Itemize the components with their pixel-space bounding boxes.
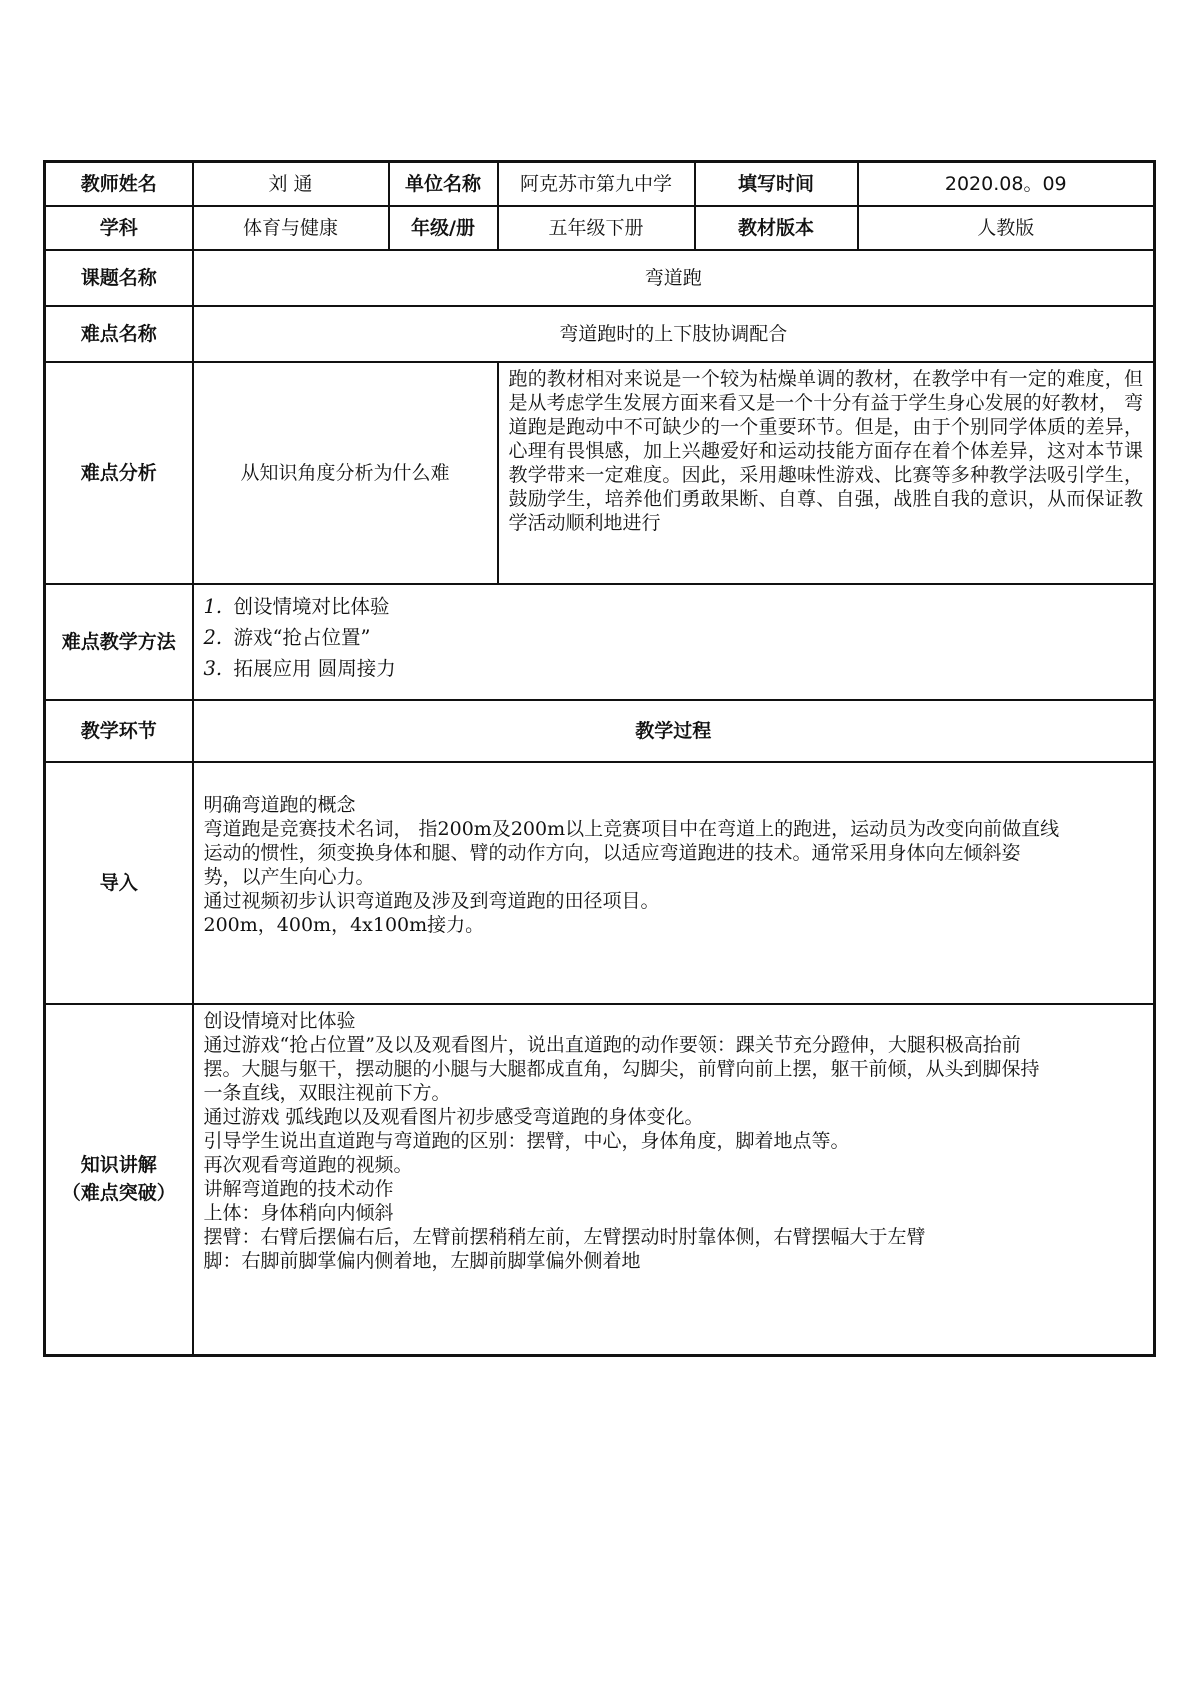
date-value: 2020.08。09 <box>858 162 1155 206</box>
knowledge-line: 一条直线，双眼注视前下方。 <box>203 1081 451 1104</box>
knowledge-line: 摆臂：右臂后摆偏右后，左臂前摆稍稍左前，左臂摆动时肘靠体侧，右臂摆幅大于左臂 <box>203 1225 926 1248</box>
stage-header-label: 教学环节 <box>45 700 193 762</box>
intro-content <box>193 762 1155 1004</box>
grade-value: 五年级下册 <box>498 206 695 250</box>
knowledge-line: 创设情境对比体验 <box>203 1009 356 1032</box>
edition-value: 人教版 <box>858 206 1155 250</box>
intro-line: 运动的惯性，须变换身体和腿、臂的动作方向，以适应弯道跑进的技术。通常采用身体向左倾斜姿 <box>203 841 1021 864</box>
process-header-label: 教学过程 <box>193 700 1155 762</box>
grade-label: 年级/册 <box>389 206 498 250</box>
difficulty-label: 难点名称 <box>45 306 193 362</box>
knowledge-label-line1: 知识讲解 <box>80 1154 157 1177</box>
knowledge-line: 通过游戏“抢占位置”及以及观看图片，说出直道跑的动作要领：踝关节充分蹬伸，大腿积极高抬前 <box>203 1033 1021 1056</box>
intro-line: 通过视频初步认识弯道跑及涉及到弯道跑的田径项目。 <box>203 889 660 912</box>
knowledge-line: 引导学生说出直道跑与弯道跑的区别：摆臂，中心，身体角度，脚着地点等。 <box>203 1129 850 1152</box>
method-number: 2. <box>203 625 223 649</box>
methods-label: 难点教学方法 <box>45 584 193 700</box>
knowledge-content <box>193 1004 1155 1356</box>
unit-name-label: 单位名称 <box>389 162 498 206</box>
method-text: 拓展应用 圆周接力 <box>233 656 396 680</box>
analysis-text: 跑的教材相对来说是一个较为枯燥单调的教材，在教学中有一定的难度，但是从考虑学生发展方面来看又是一个十分有益于学生身心发展的好教材， 弯道跑是跑动中不可缺少的一个重要环节。但是，由于个别同学体质的差异，心理有畏惧感，加上兴趣爱好和运动技能方面存在着个体差异，这对本节课教学带来一定难度。因此，采用趣味性游戏、比赛等多种教学法吸引学生，鼓励学生，培养他们勇敢果断、自尊、自强，战胜自我的意识，从而保证教学活动顺利地进行 <box>498 362 1155 584</box>
analysis-label: 难点分析 <box>45 362 193 584</box>
method-number: 1. <box>203 594 223 618</box>
method-text: 创设情境对比体验 <box>233 594 390 618</box>
knowledge-line: 讲解弯道跑的技术动作 <box>203 1177 394 1200</box>
method-item <box>204 591 1154 622</box>
unit-name-value: 阿克苏市第九中学 <box>498 162 695 206</box>
date-label: 填写时间 <box>695 162 858 206</box>
method-item <box>204 653 1154 684</box>
teacher-name-label: 教师姓名 <box>45 162 193 206</box>
intro-line: 弯道跑是竞赛技术名词， 指200m及200m以上竞赛项目中在弯道上的跑进，运动员为改变向前做直线 <box>203 817 1060 840</box>
topic-value: 弯道跑 <box>193 250 1155 306</box>
analysis-sub-label <box>193 362 498 584</box>
analysis-sub-label-text: 从知识角度分析为什么难 <box>240 461 450 484</box>
method-number: 3. <box>203 656 223 680</box>
lesson-plan-table <box>43 160 1156 1357</box>
knowledge-line: 再次观看弯道跑的视频。 <box>203 1153 413 1176</box>
method-item <box>204 622 1154 653</box>
intro-line: 势，以产生向心力。 <box>203 865 375 888</box>
knowledge-line: 脚：右脚前脚掌偏内侧着地，左脚前脚掌偏外侧着地 <box>203 1249 641 1272</box>
subject-label: 学科 <box>45 206 193 250</box>
intro-label: 导入 <box>45 762 193 1004</box>
method-text: 游戏“抢占位置” <box>233 625 371 649</box>
knowledge-line: 通过游戏 弧线跑以及观看图片初步感受弯道跑的身体变化。 <box>203 1105 704 1128</box>
intro-line: 200m，400m，4x100m接力。 <box>203 913 485 936</box>
subject-value: 体育与健康 <box>193 206 389 250</box>
knowledge-label-line2: （难点突破） <box>61 1182 176 1205</box>
knowledge-line: 摆。大腿与躯干，摆动腿的小腿与大腿都成直角，勾脚尖，前臂向前上摆，躯干前倾，从头到脚保持 <box>203 1057 1040 1080</box>
methods-list-cell <box>193 584 1155 700</box>
intro-line: 明确弯道跑的概念 <box>203 793 356 816</box>
knowledge-line: 上体：身体稍向内倾斜 <box>203 1201 394 1224</box>
knowledge-label <box>45 1004 193 1356</box>
topic-label: 课题名称 <box>45 250 193 306</box>
methods-list <box>194 585 1154 690</box>
difficulty-value: 弯道跑时的上下肢协调配合 <box>193 306 1155 362</box>
edition-label: 教材版本 <box>695 206 858 250</box>
teacher-name-value: 刘 通 <box>193 162 389 206</box>
